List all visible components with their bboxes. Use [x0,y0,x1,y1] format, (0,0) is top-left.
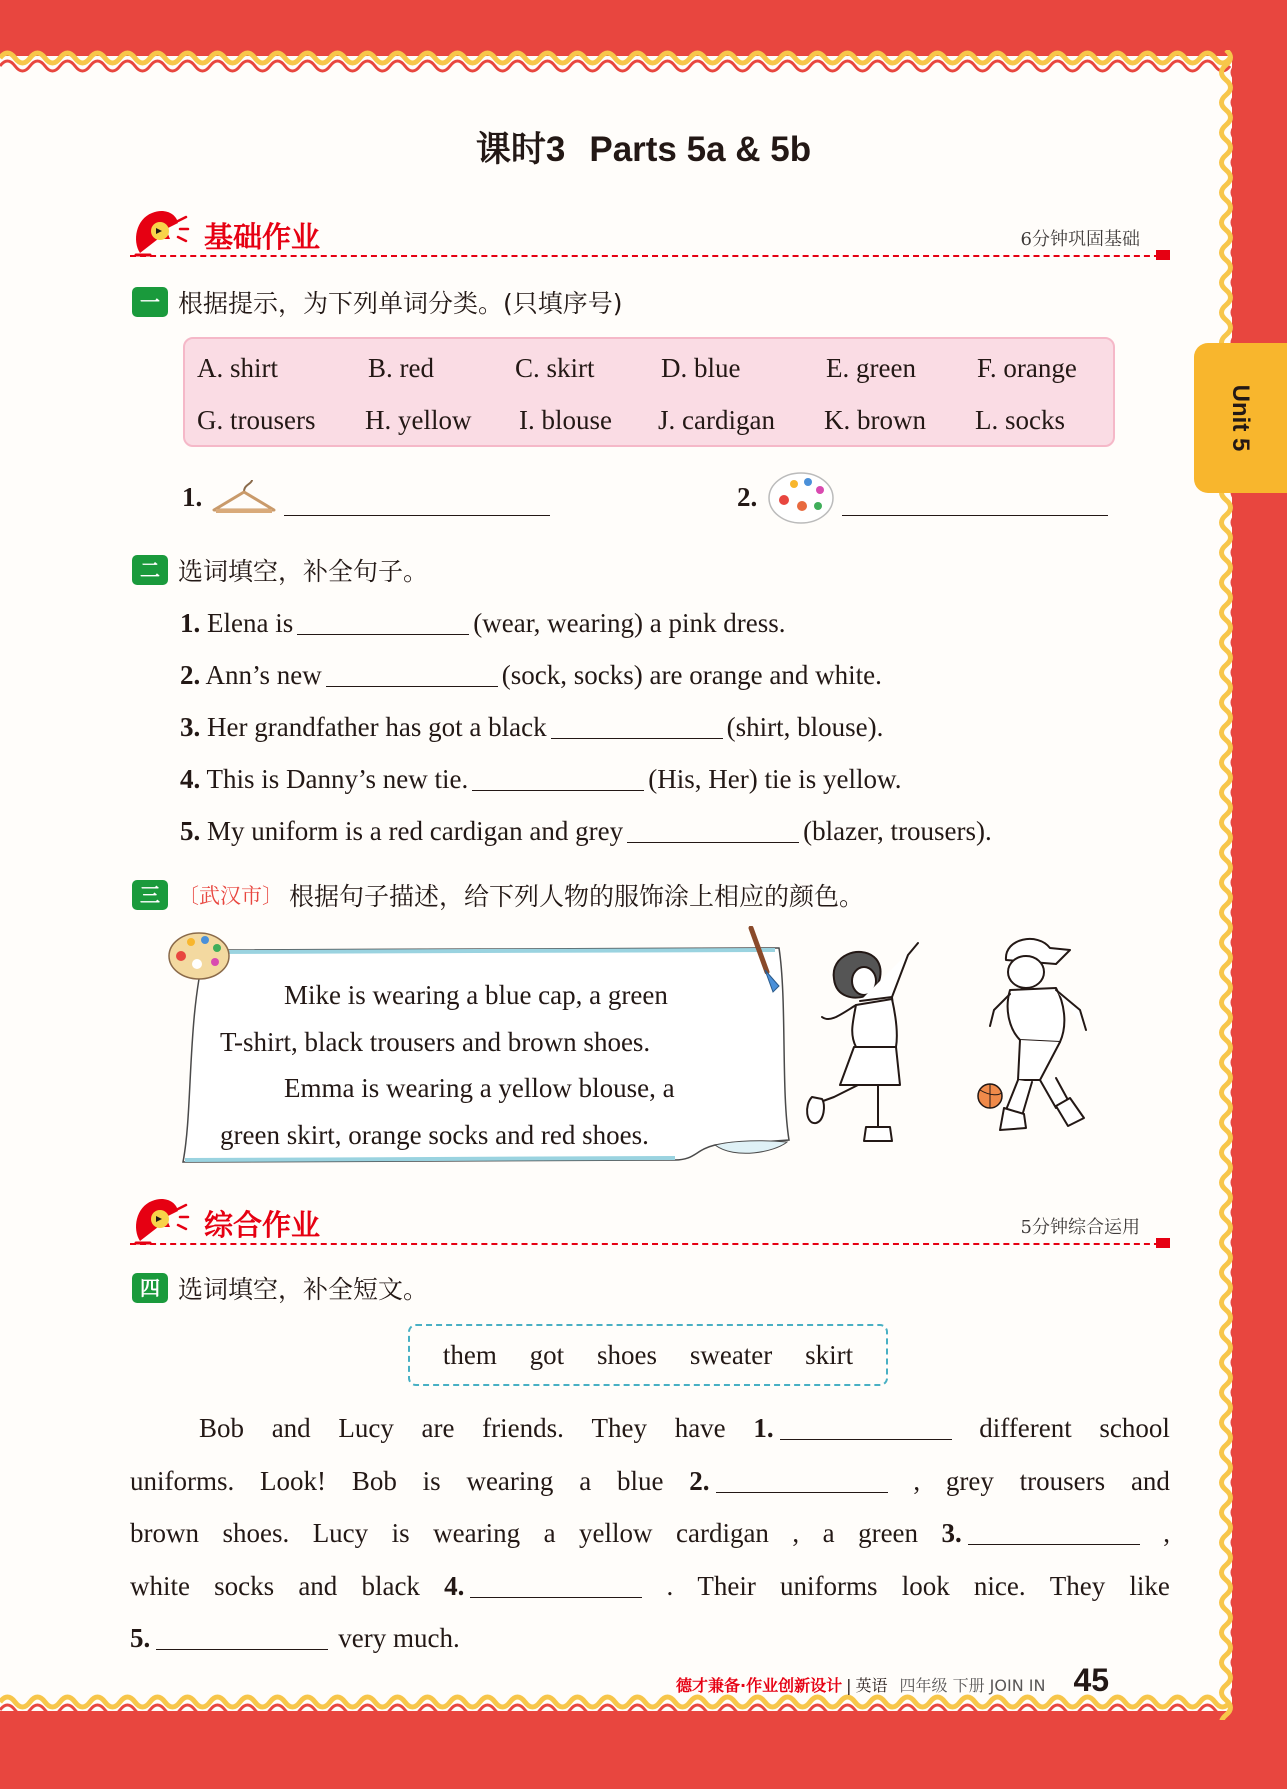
word-options-box [408,1324,888,1386]
question-number-badge: 四 [132,1273,168,1303]
word-option: shoes [597,1339,657,1370]
footer-grade: 四年级 下册 JOIN IN [899,1676,1046,1695]
section-divider [130,1243,1170,1245]
page-footer [676,1662,1109,1702]
question-source-tag: 〔武汉市〕 [178,884,283,908]
bell-mascot-icon [130,205,190,261]
cloze-blank-1[interactable]: 1. [753,1402,951,1455]
sentence-item: 4. This is Danny’s new tie. (His, Her) tie is yellow. [180,764,902,794]
passage-line: uniforms. Look! Bob is wearing a blue 2. , grey trousers and [130,1455,1170,1508]
sentence-item: 2. Ann’s new (sock, socks) are orange and white. [180,660,882,690]
word-item: L. socks [975,405,1065,435]
question-3-header [132,877,864,913]
sentence-item: 1. Elena is (wear, wearing) a pink dress. [180,608,786,638]
unit-side-tab-label: Unit 5 [1227,384,1254,452]
passage-line: brown shoes. Lucy is wearing a yellow cardigan , a green 3. , [130,1507,1170,1560]
description-line: Emma is wearing a yellow blouse, a [284,1073,675,1103]
word-item: D. blue [661,353,741,383]
section-header-basic [130,205,1170,265]
section-note-comprehensive: 5分钟综合运用 [1020,1217,1140,1238]
description-scroll [175,940,795,1165]
sentence-number: 3. [180,712,201,742]
question-number-badge: 二 [132,555,168,585]
cloze-blank-2[interactable]: 2. [689,1455,887,1508]
word-item: C. skirt [515,353,595,383]
passage-line: Bob and Lucy are friends. They have 1. different school [130,1402,1170,1455]
description-text [220,972,760,1158]
question-number-badge: 一 [132,287,168,317]
question-1-header [132,284,623,320]
description-line: T-shirt, black trousers and brown shoes. [220,1026,651,1057]
footer-subject: 英语 [855,1676,888,1695]
unit-side-tab [1194,343,1287,493]
section-title-comprehensive: 综合作业 [204,1208,321,1242]
page-title-lesson: 课时3 [475,130,566,169]
question-number-badge: 三 [132,880,168,910]
bell-mascot-icon [130,1193,190,1249]
question-4-instruction: 选词填空，补全短文。 [178,1275,429,1304]
word-item: J. cardigan [658,405,775,435]
word-item: B. red [368,353,434,383]
section-note-basic: 6分钟巩固基础 [1020,229,1140,250]
question-4-header [132,1270,428,1306]
boy-coloring-figure[interactable] [960,930,1110,1150]
question-3-instruction: 根据句子描述，给下列人物的服饰涂上相应的颜色。 [289,882,865,911]
sentence-number: 5. [180,816,201,846]
description-line: green skirt, orange socks and red shoes. [220,1119,649,1150]
answer-blank[interactable] [551,738,723,740]
answer-blank[interactable] [326,686,498,688]
cloze-blank-5[interactable]: 5. [130,1612,328,1665]
word-item: H. yellow [365,405,472,435]
cloze-blank-4[interactable]: 4. [444,1560,642,1613]
word-item: F. orange [977,353,1077,383]
section-title-basic: 基础作业 [204,220,321,254]
question-2-header [132,552,428,588]
footer-brand: 德才兼备·作业创新设计 [676,1676,843,1695]
word-option: them [442,1339,497,1370]
girl-coloring-figure[interactable] [800,935,960,1150]
word-item: K. brown [824,405,926,435]
section-header-comprehensive [130,1193,1170,1253]
section-divider-end [1156,1238,1170,1248]
palette-icon [766,470,836,526]
answer-blank[interactable] [627,842,799,844]
description-line: Mike is wearing a blue cap, a green [284,980,668,1010]
question-1-instruction: 根据提示，为下列单词分类。(只填序号) [178,289,623,318]
hanger-icon [210,478,278,518]
word-item: I. blouse [519,405,612,435]
answer-blank[interactable] [297,634,469,636]
question-2-instruction: 选词填空，补全句子。 [178,557,429,586]
word-item: A. shirt [197,353,278,383]
word-item: E. green [826,353,916,383]
section-divider-end [1156,250,1170,260]
page-title-parts: Parts 5a & 5b [589,130,812,169]
word-item: G. trousers [197,405,316,435]
category-1-answer-blank[interactable] [284,515,550,516]
page-title [0,122,1287,172]
answer-blank[interactable] [472,790,644,792]
category-2-answer-blank[interactable] [842,515,1108,516]
cloze-blank-3[interactable]: 3. [942,1507,1140,1560]
sentence-number: 2. [180,660,201,690]
category-2-label: 2. [737,482,758,512]
page-number: 45 [1073,1662,1110,1698]
cloze-passage [130,1402,1170,1665]
section-divider [130,255,1170,257]
sentence-item: 3. Her grandfather has got a black (shirt, blouse). [180,712,884,742]
passage-line: 5. very much. [130,1612,1170,1665]
word-option: got [529,1339,565,1370]
category-1-label: 1. [182,482,203,512]
passage-line: white socks and black 4. . Their uniforms look nice. They like [130,1560,1170,1613]
footer-separator: | [846,1676,852,1695]
sentence-number: 4. [180,764,201,794]
word-option: sweater [689,1339,773,1370]
sentence-number: 1. [180,608,201,638]
word-option: skirt [805,1339,854,1370]
word-bank-box [183,337,1115,447]
sentence-item: 5. My uniform is a red cardigan and grey (blazer, trousers). [180,816,992,846]
